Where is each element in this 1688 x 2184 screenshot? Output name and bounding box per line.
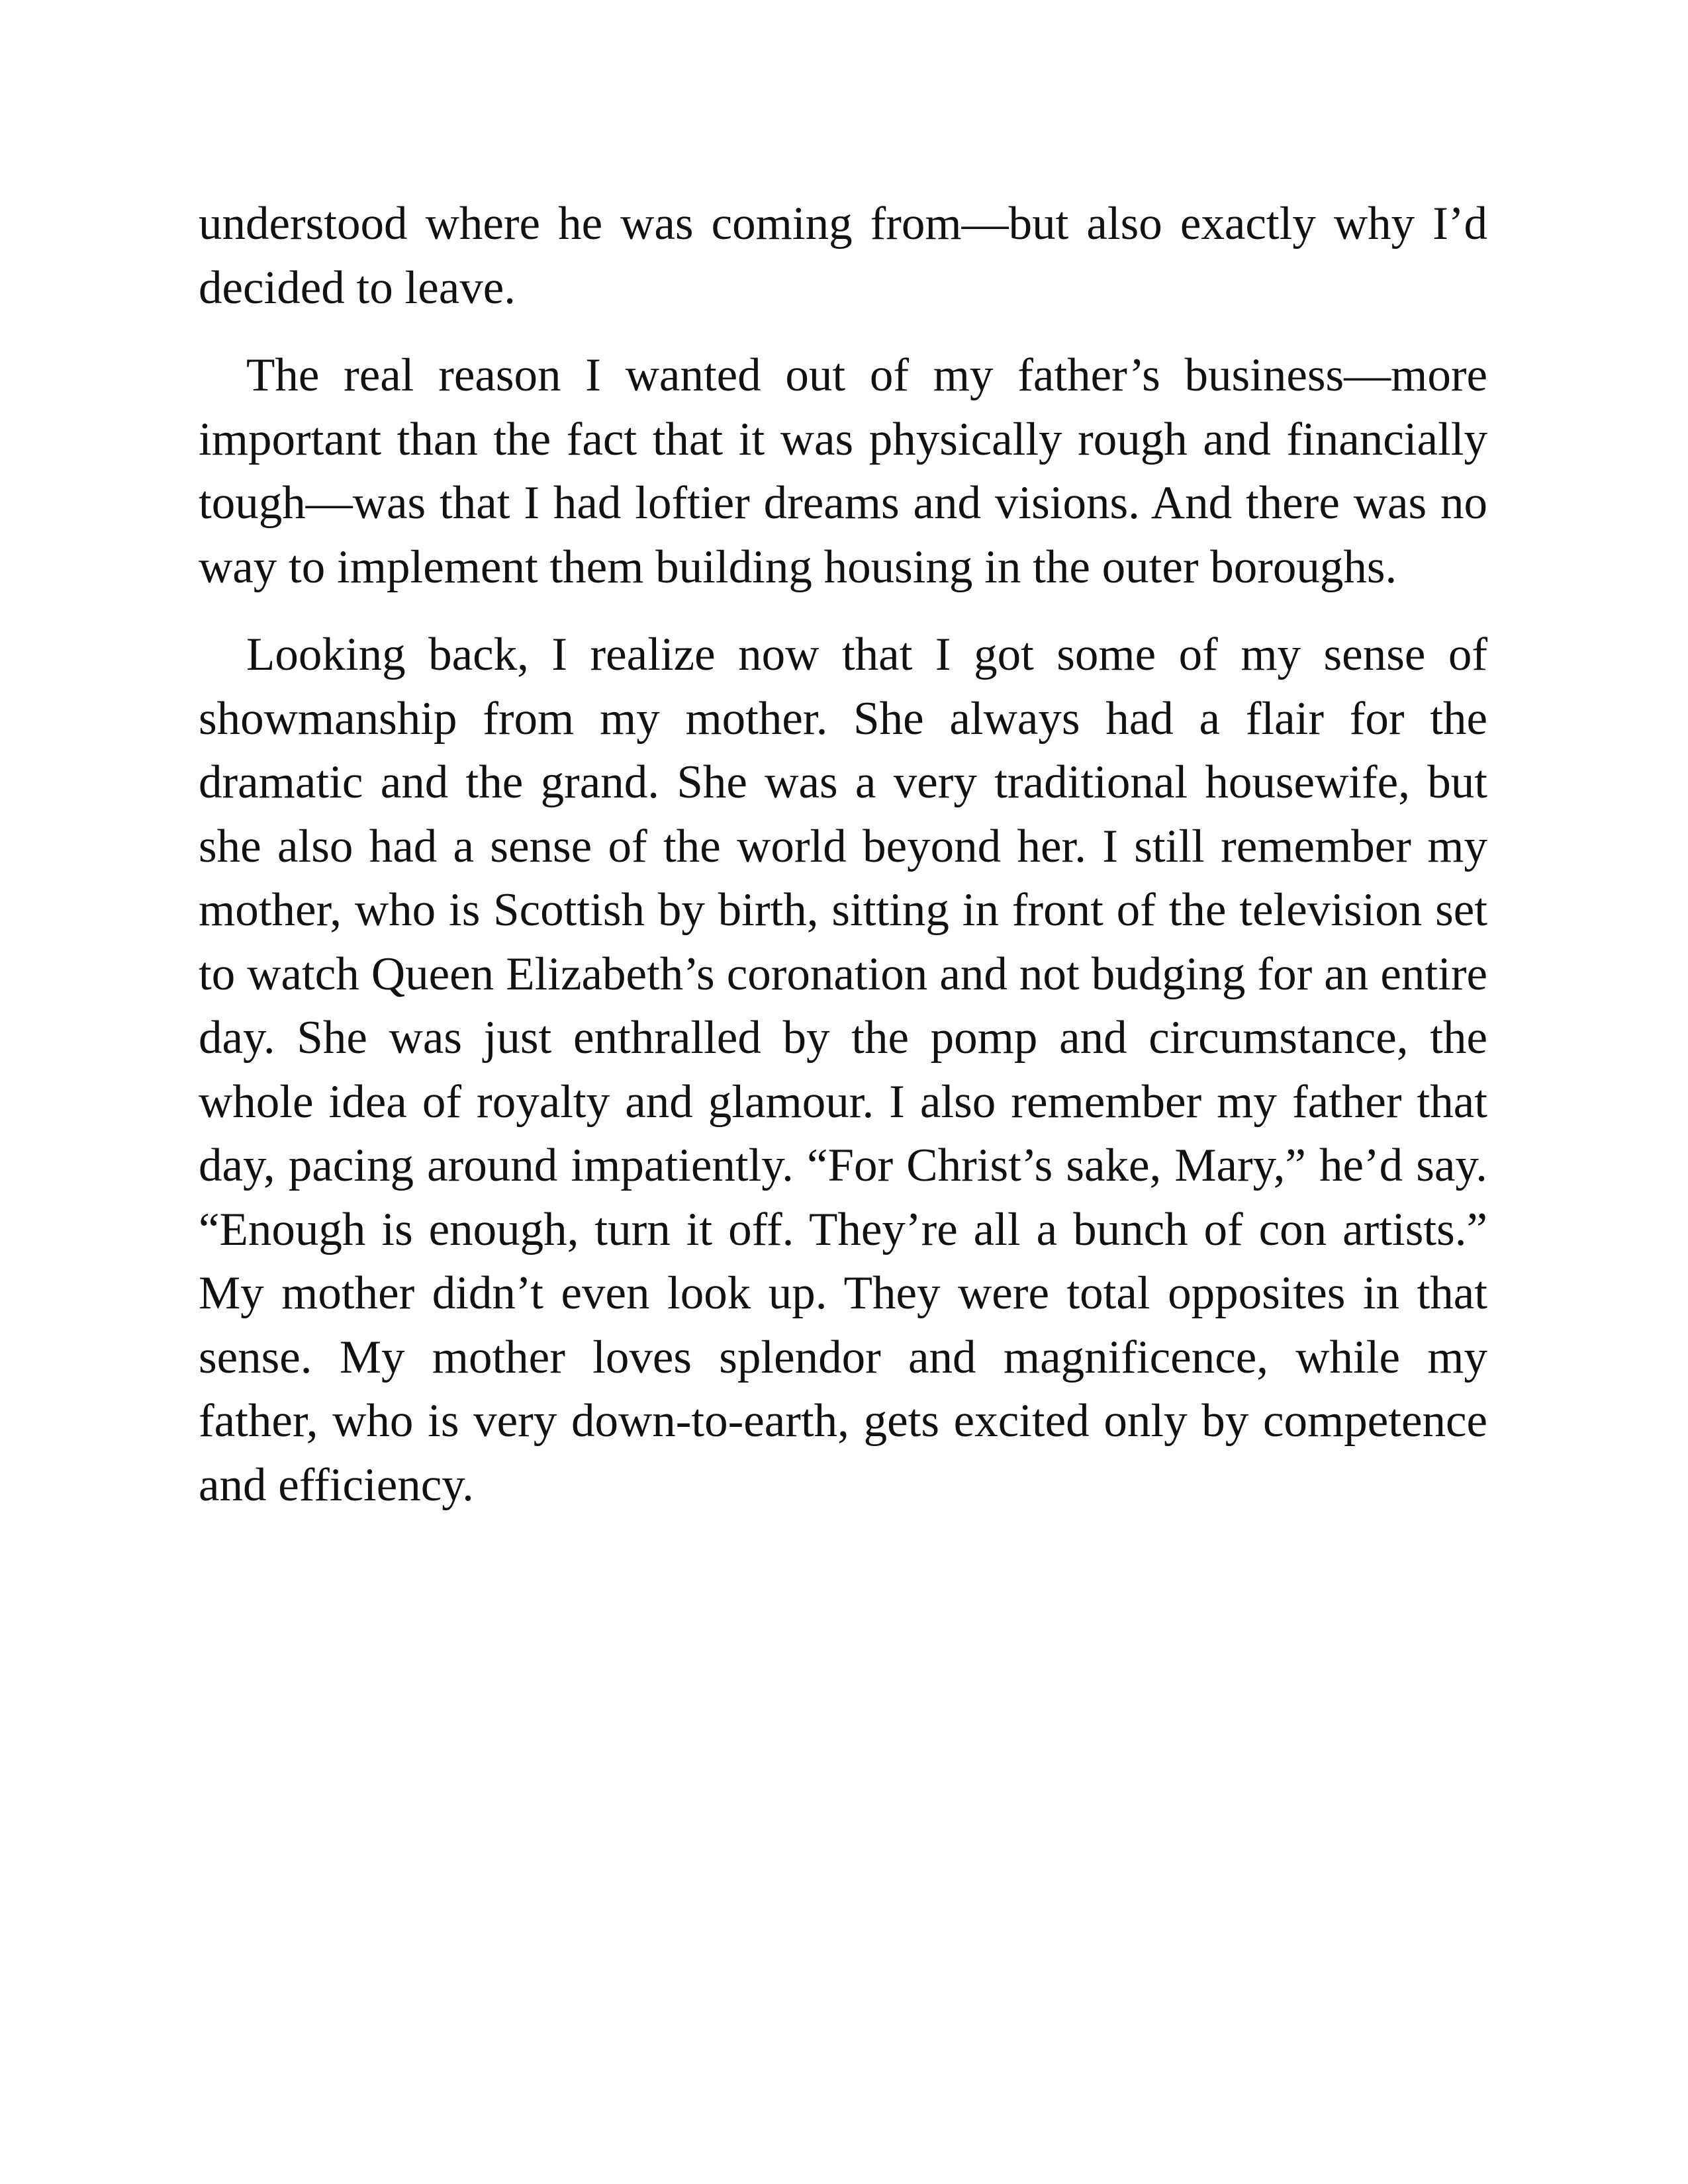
paragraph-1: understood where he was coming from—but also exactly why I’d decided to leave. [199,198,1487,314]
body-text [199,192,1487,1541]
paragraph-2: The real reason I wanted out of my father’s business—more important than the fact that it was physically rough and financially tough—was that I had loftier dreams and visions. And there was no way to implement them building housing in the outer boroughs. [199,349,1487,593]
paragraph-3: Looking back, I realize now that I got some of my sense of showmanship from my mother. She always had a flair for the dramatic and the grand. She was a very traditional housewife, but she also had a sense of the world beyond her. I still remember my mother, who is Scottish by birth, sitting in front of the television set to watch Queen Elizabeth’s coronation and not budging for an entire day. She was just enthralled by the pomp and circumstance, the whole idea of royalty and glamour. I also remember my father that day, pacing around impatiently. “For Christ’s sake, Mary,” he’d say. “Enough is enough, turn it off. They’re all a bunch of con artists.” My mother didn’t even look up. They were total opposites in that sense. My mother loves splendor and magnificence, while my father, who is very down-to-earth, gets excited only by competence and efficiency. [199,629,1487,1511]
